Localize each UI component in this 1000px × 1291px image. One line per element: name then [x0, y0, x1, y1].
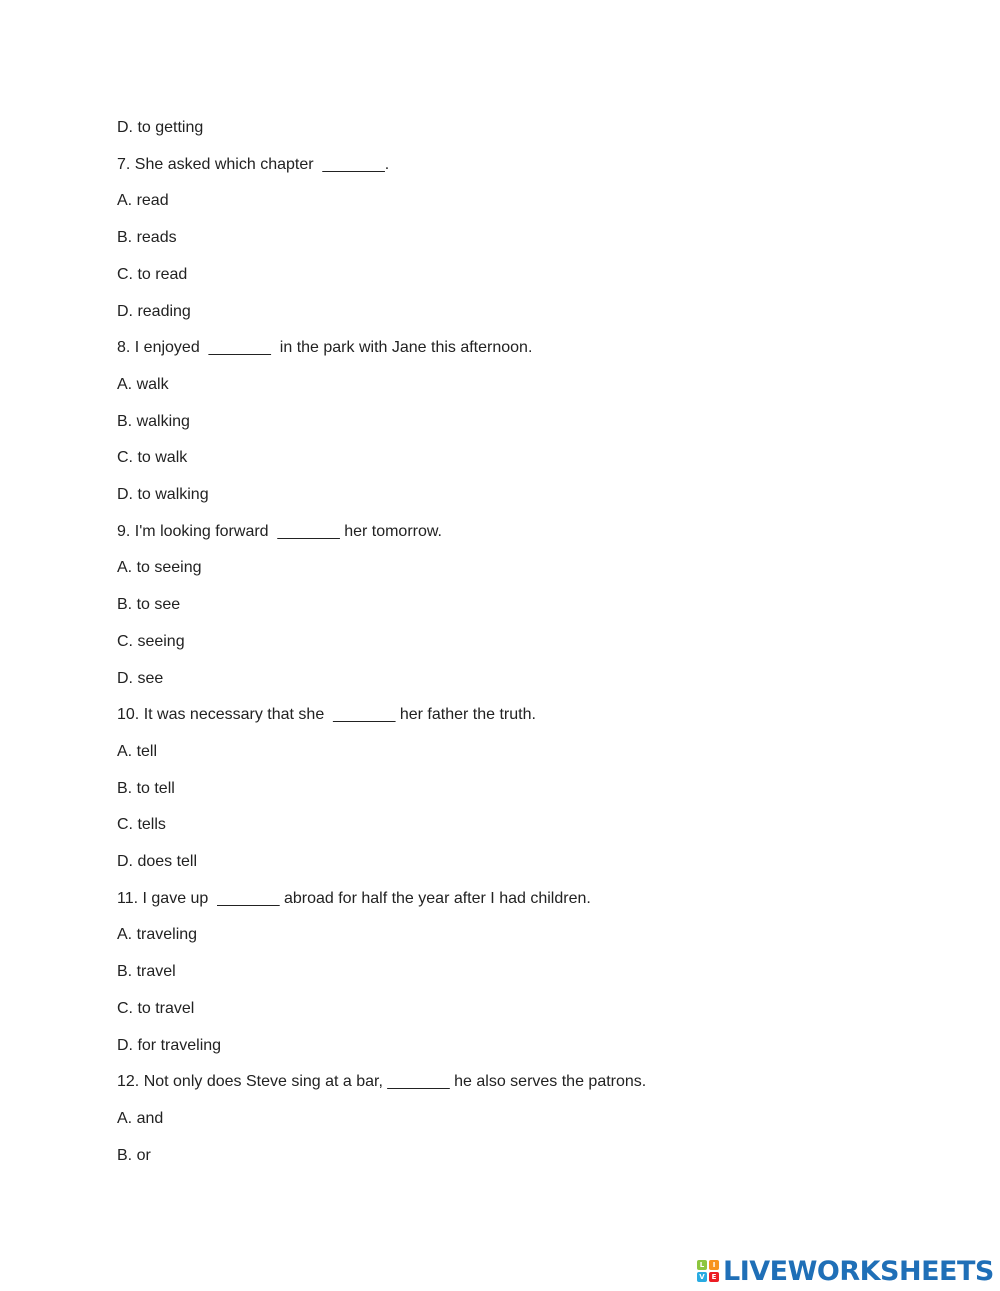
option-d-q8: D. to walking [117, 486, 209, 503]
option-c-q8: C. to walk [117, 449, 188, 467]
question-8: 8. I enjoyed _______ in the park with Jane this afternoon. [117, 339, 533, 357]
option-a-q12: A. and [117, 1109, 164, 1127]
option-c-q9: C. seeing [117, 632, 185, 650]
option-a-q10: A. tell [117, 742, 158, 760]
option-b-q11: B. travel [117, 963, 176, 981]
option-b-q8: B. walking [117, 412, 190, 430]
option-d-q9: D. see [117, 669, 164, 687]
question-10: 10. It was necessary that she _______ her father the truth. [117, 706, 536, 724]
option-b-q7: B. reads [117, 229, 177, 247]
liveworksheets-logo [697, 1256, 994, 1286]
logo-blocks-icon [697, 1260, 719, 1282]
logo-block-v: V [697, 1272, 707, 1282]
question-7: 7. She asked which chapter _______. [117, 155, 390, 173]
option-c-q10: C. tells [117, 816, 166, 834]
option-b-q10: B. to tell [117, 779, 175, 797]
logo-block-l: L [697, 1260, 707, 1270]
option-b-q12: B. or [117, 1146, 151, 1164]
question-9: 9. I'm looking forward _______ her tomorrow. [117, 522, 442, 540]
question-11: 11. I gave up _______ abroad for half the year after I had children. [117, 889, 591, 907]
option-c-q7: C. to read [117, 265, 188, 283]
question-12: 12. Not only does Steve sing at a bar, _______ he also serves the patrons. [117, 1073, 647, 1091]
logo-block-e: E [709, 1272, 719, 1282]
option-a-q7: A. read [117, 192, 169, 210]
option-a-q11: A. traveling [117, 926, 198, 944]
option-d-q7: D. reading [117, 302, 191, 320]
option-d-q6: D. to getting [117, 119, 204, 136]
option-d-q10: D. does tell [117, 853, 198, 870]
option-a-q9: A. to seeing [117, 559, 202, 577]
option-b-q9: B. to see [117, 596, 181, 614]
logo-block-i: I [709, 1260, 719, 1270]
option-d-q11: D. for traveling [117, 1036, 222, 1054]
option-c-q11: C. to travel [117, 999, 195, 1017]
option-a-q8: A. walk [117, 375, 169, 393]
logo-text: LIVEWORKSHEETS [723, 1255, 994, 1287]
